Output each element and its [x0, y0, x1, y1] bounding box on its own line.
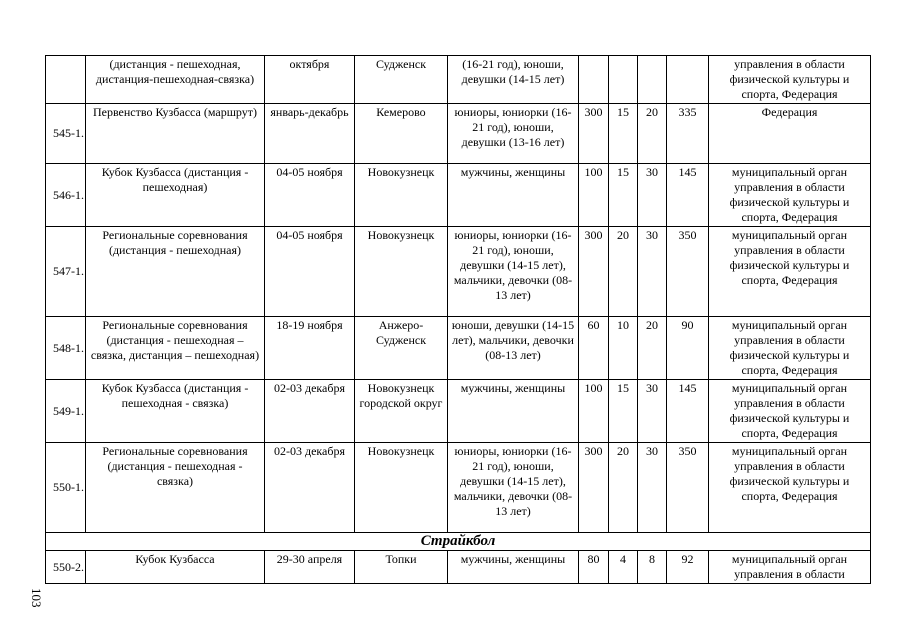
row-number: 550-2. [46, 551, 86, 584]
participants: юниоры, юниорки (16-21 год), юноши, девушки (14-15 лет), мальчики, девочки (08-13 лет) [448, 227, 579, 317]
count-2: 20 [609, 443, 638, 533]
count-1: 100 [579, 380, 609, 443]
count-2 [609, 56, 638, 104]
row-number [46, 56, 86, 104]
count-3 [638, 56, 667, 104]
count-total: 145 [667, 164, 709, 227]
count-total: 92 [667, 551, 709, 584]
event-name: Региональные соревнования (дистанция - пешеходная) [86, 227, 265, 317]
organizer: муниципальный орган управления в области физической культуры и спорта, Федерация [709, 443, 871, 533]
row-number: 549-1. [46, 380, 86, 443]
count-total: 90 [667, 317, 709, 380]
row-number: 547-1. [46, 227, 86, 317]
event-dates: 04-05 ноября [265, 227, 355, 317]
participants: (16-21 год), юноши, девушки (14-15 лет) [448, 56, 579, 104]
count-2: 15 [609, 164, 638, 227]
row-number: 545-1. [46, 104, 86, 164]
schedule-table [45, 55, 871, 584]
event-dates: 29-30 апреля [265, 551, 355, 584]
organizer: муниципальный орган управления в области физической культуры и спорта, Федерация [709, 164, 871, 227]
section-title: Страйкбол [46, 533, 871, 551]
count-1: 60 [579, 317, 609, 380]
event-name: Кубок Кузбасса [86, 551, 265, 584]
count-total: 145 [667, 380, 709, 443]
count-1 [579, 56, 609, 104]
count-total [667, 56, 709, 104]
event-place: Новокузнецк [355, 227, 448, 317]
table-row [46, 164, 871, 227]
count-1: 300 [579, 443, 609, 533]
table-body-section [46, 551, 871, 584]
organizer: муниципальный орган управления в области физической культуры и спорта, Федерация [709, 317, 871, 380]
table-row [46, 551, 871, 584]
section-row [46, 533, 871, 551]
count-3: 30 [638, 164, 667, 227]
event-name: Кубок Кузбасса (дистанция - пешеходная) [86, 164, 265, 227]
event-place: Топки [355, 551, 448, 584]
event-dates: 02-03 декабря [265, 380, 355, 443]
count-1: 300 [579, 227, 609, 317]
count-total: 350 [667, 227, 709, 317]
organizer: Федерация [709, 104, 871, 164]
row-number: 546-1. [46, 164, 86, 227]
count-1: 100 [579, 164, 609, 227]
count-3: 20 [638, 104, 667, 164]
row-number: 550-1. [46, 443, 86, 533]
event-name: Кубок Кузбасса (дистанция - пешеходная - связка) [86, 380, 265, 443]
participants: юниоры, юниорки (16-21 год), юноши, девушки (14-15 лет), мальчики, девочки (08-13 лет) [448, 443, 579, 533]
event-name: Региональные соревнования (дистанция - пешеходная - связка) [86, 443, 265, 533]
event-dates: январь-декабрь [265, 104, 355, 164]
organizer: управления в области физической культуры и спорта, Федерация [709, 56, 871, 104]
count-2: 4 [609, 551, 638, 584]
count-3: 30 [638, 380, 667, 443]
event-place: Кемерово [355, 104, 448, 164]
organizer: муниципальный орган управления в области физической культуры и спорта, Федерация [709, 380, 871, 443]
participants: мужчины, женщины [448, 551, 579, 584]
page-number: 103 [29, 588, 44, 608]
table-row [46, 227, 871, 317]
event-dates: октября [265, 56, 355, 104]
row-number: 548-1. [46, 317, 86, 380]
count-1: 300 [579, 104, 609, 164]
table-row [46, 317, 871, 380]
count-total: 350 [667, 443, 709, 533]
event-place: Новокузнецк городской округ [355, 380, 448, 443]
event-place: Судженск [355, 56, 448, 104]
count-2: 20 [609, 227, 638, 317]
event-name: Региональные соревнования (дистанция - пешеходная – связка, дистанция – пешеходная) [86, 317, 265, 380]
participants: юниоры, юниорки (16-21 год), юноши, девушки (13-16 лет) [448, 104, 579, 164]
count-2: 15 [609, 104, 638, 164]
participants: мужчины, женщины [448, 380, 579, 443]
count-3: 8 [638, 551, 667, 584]
count-3: 20 [638, 317, 667, 380]
table-row [46, 104, 871, 164]
organizer: муниципальный орган управления в области [709, 551, 871, 584]
event-dates: 04-05 ноября [265, 164, 355, 227]
count-total: 335 [667, 104, 709, 164]
event-name: Первенство Кузбасса (маршрут) [86, 104, 265, 164]
event-place: Новокузнецк [355, 443, 448, 533]
count-3: 30 [638, 227, 667, 317]
participants: мужчины, женщины [448, 164, 579, 227]
count-1: 80 [579, 551, 609, 584]
event-name: (дистанция - пешеходная, дистанция-пешеходная-связка) [86, 56, 265, 104]
table-body [46, 56, 871, 533]
participants: юноши, девушки (14-15 лет), мальчики, девочки (08-13 лет) [448, 317, 579, 380]
count-3: 30 [638, 443, 667, 533]
event-dates: 18-19 ноября [265, 317, 355, 380]
event-place: Анжеро-Судженск [355, 317, 448, 380]
count-2: 15 [609, 380, 638, 443]
count-2: 10 [609, 317, 638, 380]
organizer: муниципальный орган управления в области физической культуры и спорта, Федерация [709, 227, 871, 317]
table-row [46, 443, 871, 533]
event-dates: 02-03 декабря [265, 443, 355, 533]
table-row [46, 380, 871, 443]
table-row [46, 56, 871, 104]
event-place: Новокузнецк [355, 164, 448, 227]
